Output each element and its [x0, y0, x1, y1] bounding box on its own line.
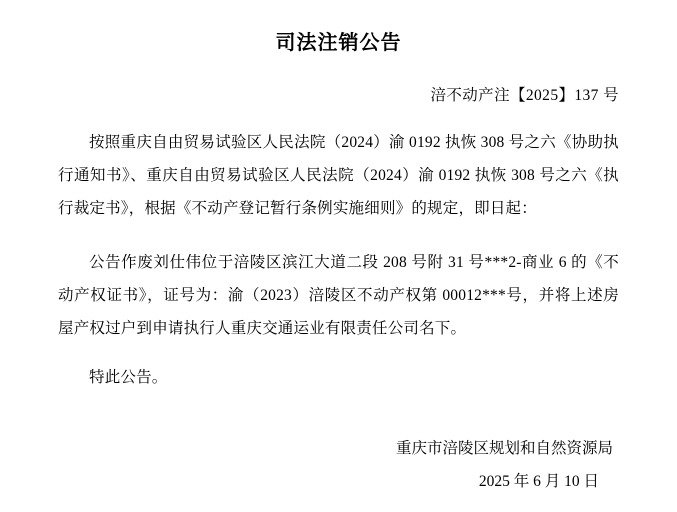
- document-number: 涪不动产注【2025】137 号: [430, 87, 619, 104]
- paragraph-3: 特此公告。: [89, 369, 168, 386]
- paragraph-1: 按照重庆自由贸易试验区人民法院（2024）渝 0192 执恢 308 号之六《协助执行通知书》、重庆自由贸易试验区人民法院（2024）渝 0192 执恢 308 号之六《执行裁定书》，根据《不动产登记暂行条例实施细则》的规定，即日起：: [58, 134, 619, 217]
- signature-block: [58, 432, 619, 498]
- paragraph-2: 公告作废刘仕伟位于涪陵区滨江大道二段 208 号附 31 号***2-商业 6 的《不动产权证书》，证号为：渝（2023）涪陵区不动产权第 00012***号，并将上述房屋产权过户到申请执行人重庆交通运业有限责任公司名下。: [58, 254, 619, 337]
- page-title: 司法注销公告: [275, 32, 402, 54]
- signature-date: 2025 年 6 月 10 日: [478, 473, 599, 490]
- signature-organization: 重庆市涪陵区规划和自然资源局: [395, 440, 613, 457]
- document-page: [0, 26, 677, 512]
